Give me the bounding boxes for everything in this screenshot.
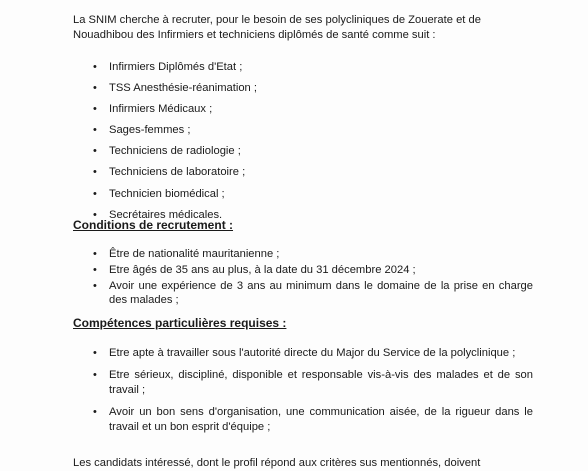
skills-heading: Compétences particulières requises : [73,316,287,330]
list-item: • TSS Anesthésie-réanimation ; [93,81,257,102]
list-item: • Technicien biomédical ; [93,187,257,208]
conditions-list [93,247,533,309]
intro-paragraph: La SNIM cherche à recruter, pour le besoin de ses polycliniques de Zouerate et de Nouadhibou des Infirmiers et techniciens diplômés de santé comme suit : [73,14,481,41]
list-item: • Avoir un bon sens d'organisation, une communication aisée, de la rigueur dans le travail et un bon esprit d'équipe ; [93,405,533,435]
list-item: • Infirmiers Diplômés d'Etat ; [93,60,257,81]
cropped-heading-line [75,0,375,4]
list-item: • Secrétaires médicales. [93,208,257,229]
list-item: • Techniciens de laboratoire ; [93,165,257,186]
list-item: • Etre âgés de 35 ans au plus, à la date du 31 décembre 2024 ; [93,263,533,277]
list-item: • Avoir une expérience de 3 ans au minimum dans le domaine de la prise en charge des malades ; [93,279,533,307]
list-item: • Etre apte à travailler sous l'autorité directe du Major du Service de la polyclinique ; [93,346,533,361]
closing-paragraph: Les candidats intéressé, dont le profil répond aux critères sus mentionnés, doivent [73,457,481,469]
conditions-heading: Conditions de recrutement : [73,218,234,232]
positions-list [93,60,257,229]
list-item: • Être de nationalité mauritanienne ; [93,247,533,261]
list-item: • Etre sérieux, discipliné, disponible et responsable vis-à-vis des malades et de son travail ; [93,368,533,398]
list-item: • Infirmiers Médicaux ; [93,102,257,123]
list-item: • Sages-femmes ; [93,123,257,144]
skills-list [93,346,533,442]
list-item: • Techniciens de radiologie ; [93,144,257,165]
